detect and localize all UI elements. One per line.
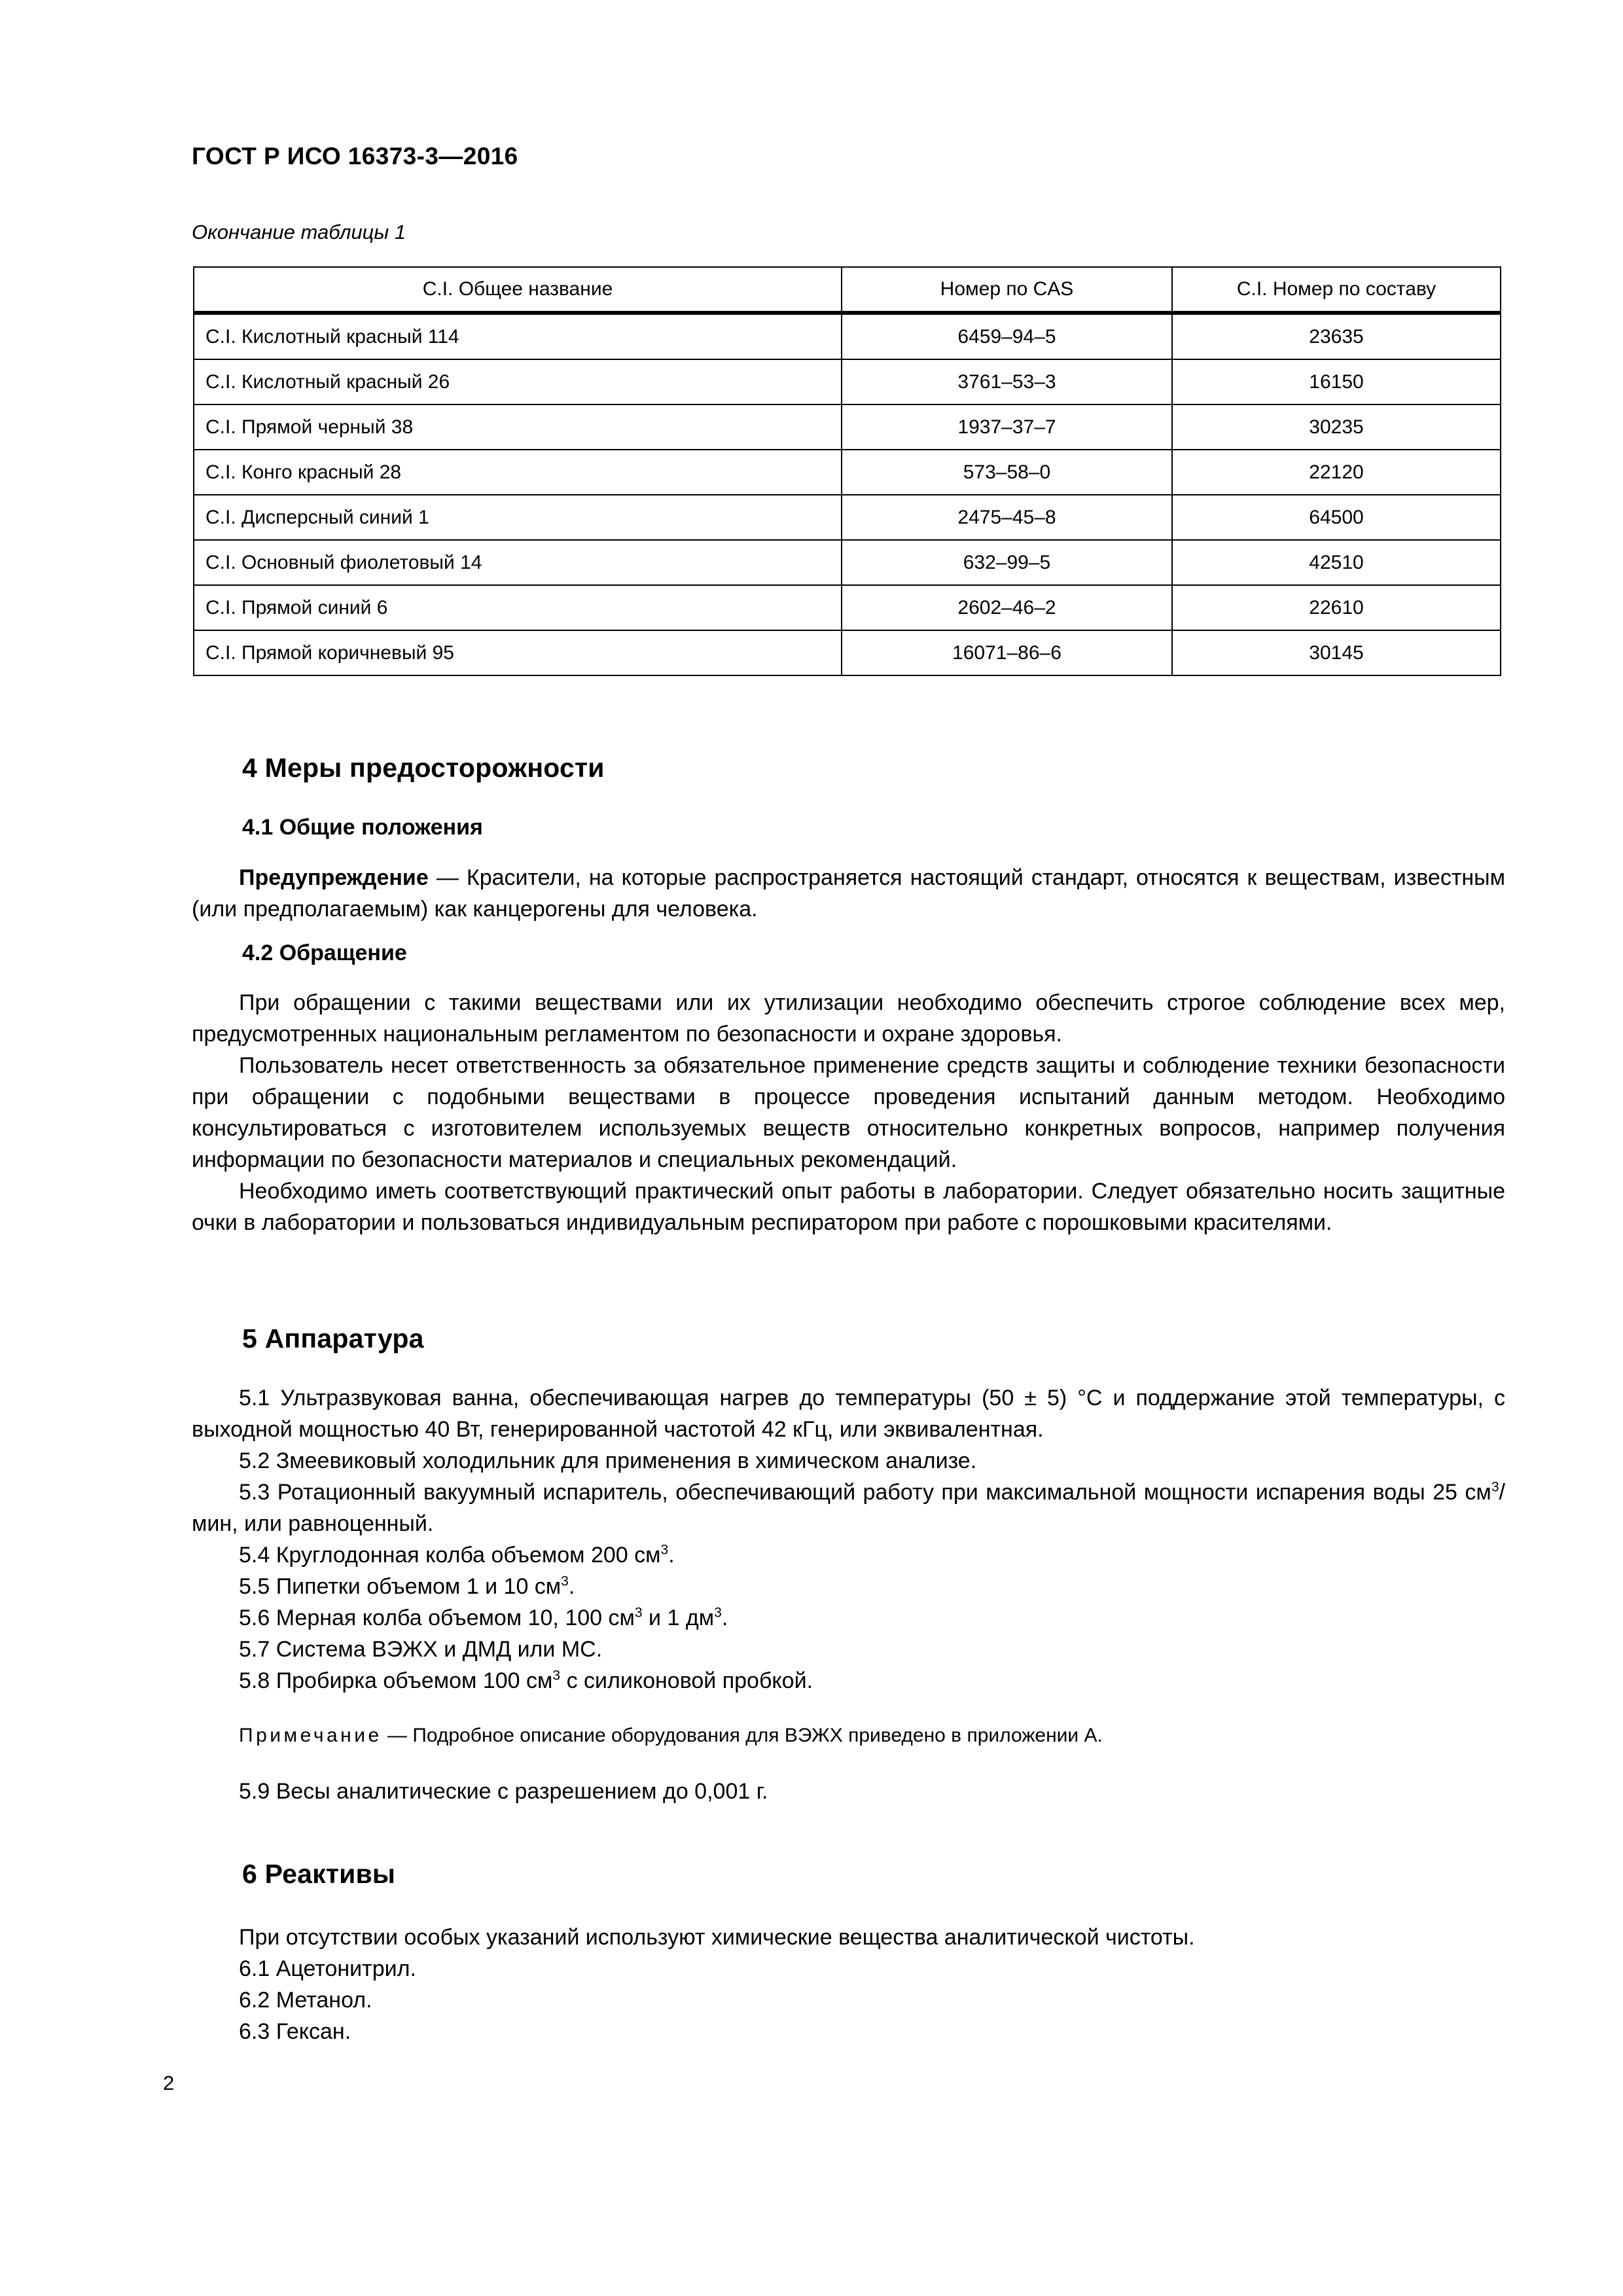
table-row xyxy=(194,540,1501,585)
item-5-2: 5.2 Змеевиковый холодильник для применения в химическом анализе. xyxy=(239,1448,977,1473)
item-5-6-mid: и 1 дм xyxy=(642,1605,715,1630)
warning-text: — Красители, на которые распространяется настоящий стандарт, относятся к веществам, известным (или предполагаемым) как канцерогены для человека. xyxy=(192,865,1505,922)
paragraph-4-2-2: Пользователь несет ответственность за обязательное применение средств защиты и соблюдение техники безопасности при обращении с подобными веществами в процессе проведения испытаний данным методом. Необходимо консультироваться с изготовителем используемых веществ относительно конкретных вопросов, например получения информации по безопасности материалов и специальных рекомендаций. xyxy=(192,1053,1505,1172)
dye-table-wrapper xyxy=(193,266,1500,676)
cell-name: C.I. Конго красный 28 xyxy=(194,450,842,495)
cell-name: C.I. Прямой черный 38 xyxy=(194,404,842,450)
item-5-3-part-b-pre: испарения воды 25 см xyxy=(1255,1480,1491,1505)
cell-ci: 42510 xyxy=(1172,540,1501,585)
table-row xyxy=(194,404,1501,450)
section-heading-5: 5 Аппаратура xyxy=(242,1323,424,1354)
superscript-cubic: 3 xyxy=(714,1605,722,1621)
cell-cas: 1937–37–7 xyxy=(842,404,1172,450)
paragraph-4-2-3: Необходимо иметь соответствующий практический опыт работы в лаборатории. Следует обязательно носить защитные очки в лаборатории и пользоваться индивидуальным респиратором при работе с порошковыми красителями. xyxy=(192,1179,1505,1235)
warning-label: Предупреждение xyxy=(239,865,429,890)
cell-ci: 30235 xyxy=(1172,404,1501,450)
table-row xyxy=(194,450,1501,495)
cell-name: C.I. Дисперсный синий 1 xyxy=(194,495,842,540)
warning-paragraph xyxy=(192,862,1505,925)
item-5-5-period: . xyxy=(568,1574,575,1599)
cell-cas: 6459–94–5 xyxy=(842,313,1172,359)
table-row xyxy=(194,359,1501,404)
table-row xyxy=(194,630,1501,675)
cell-cas: 3761–53–3 xyxy=(842,359,1172,404)
cell-ci: 30145 xyxy=(1172,630,1501,675)
cell-ci: 16150 xyxy=(1172,359,1501,404)
table-header-row xyxy=(194,267,1501,313)
cell-cas: 2475–45–8 xyxy=(842,495,1172,540)
cell-name: C.I. Прямой синий 6 xyxy=(194,585,842,630)
item-5-6 xyxy=(239,1602,728,1634)
table-body xyxy=(194,313,1501,675)
item-5-4-text: 5.4 Круглодонная колба объемом 200 см xyxy=(239,1543,661,1568)
item-5-1: 5.1 Ультразвуковая ванна, обеспечивающая нагрев до температуры (50 ± 5) °C и поддержание этой температуры, с выходной мощностью 40 Вт, генерированной частотой 42 кГц, или эквивалентная. xyxy=(192,1386,1505,1442)
superscript-cubic: 3 xyxy=(561,1573,569,1589)
cell-ci: 23635 xyxy=(1172,313,1501,359)
table-caption: Окончание таблицы 1 xyxy=(192,221,406,243)
superscript-cubic: 3 xyxy=(660,1542,669,1558)
item-5-8 xyxy=(239,1665,813,1696)
subsection-heading-4-2: 4.2 Обращение xyxy=(242,941,407,965)
table-row xyxy=(194,313,1501,359)
table-header xyxy=(194,267,1501,313)
item-5-3 xyxy=(192,1477,1505,1539)
cell-ci: 22120 xyxy=(1172,450,1501,495)
superscript-cubic: 3 xyxy=(552,1668,561,1683)
item-6-3: 6.3 Гексан. xyxy=(239,2019,351,2044)
dye-table xyxy=(193,266,1501,676)
item-5-7: 5.7 Система ВЭЖХ и ДМД или МС. xyxy=(239,1637,603,1662)
item-5-4-period: . xyxy=(668,1543,675,1568)
superscript-cubic: 3 xyxy=(1491,1479,1499,1495)
item-5-4 xyxy=(239,1539,675,1571)
table-row xyxy=(194,495,1501,540)
cell-name: C.I. Основный фиолетовый 14 xyxy=(194,540,842,585)
section-heading-4: 4 Меры предосторожности xyxy=(242,753,605,783)
item-5-3-part-a: 5.3 Ротационный вакуумный испаритель, обеспечивающий работу при максимальной мощности xyxy=(239,1480,1249,1505)
page-number: 2 xyxy=(163,2072,175,2094)
column-header-name: C.I. Общее название xyxy=(194,267,842,313)
cell-ci: 64500 xyxy=(1172,495,1501,540)
cell-cas: 632–99–5 xyxy=(842,540,1172,585)
cell-cas: 573–58–0 xyxy=(842,450,1172,495)
column-header-cas: Номер по CAS xyxy=(842,267,1172,313)
section-heading-6: 6 Реактивы xyxy=(242,1859,396,1889)
table-row xyxy=(194,585,1501,630)
item-5-8-rest: с силиконовой пробкой. xyxy=(560,1668,813,1693)
paragraph-4-2-1: При обращении с такими веществами или их утилизации необходимо обеспечить строгое соблюдение всех мер, предусмотренных национальным регламентом по безопасности и охране здоровья. xyxy=(192,990,1505,1047)
item-5-9: 5.9 Весы аналитические с разрешением до 0,001 г. xyxy=(239,1779,768,1804)
note-label: Примечание xyxy=(239,1725,382,1746)
note-text: — Подробное описание оборудования для ВЭЖХ приведено в приложении А. xyxy=(382,1725,1103,1746)
item-5-6-period: . xyxy=(721,1605,728,1630)
note-line xyxy=(239,1721,1103,1750)
superscript-cubic: 3 xyxy=(634,1605,643,1621)
item-5-8-text: 5.8 Пробирка объемом 100 см xyxy=(239,1668,553,1693)
item-6-2: 6.2 Метанол. xyxy=(239,1988,372,2013)
item-6-1: 6.1 Ацетонитрил. xyxy=(239,1956,416,1981)
cell-cas: 2602–46–2 xyxy=(842,585,1172,630)
section-6-intro: При отсутствии особых указаний используют химические вещества аналитической чистоты. xyxy=(239,1925,1195,1950)
cell-ci: 22610 xyxy=(1172,585,1501,630)
item-5-6-text: 5.6 Мерная колба объемом 10, 100 см xyxy=(239,1605,635,1630)
running-head: ГОСТ Р ИСО 16373-3—2016 xyxy=(192,143,518,170)
cell-cas: 16071–86–6 xyxy=(842,630,1172,675)
cell-name: C.I. Прямой коричневый 95 xyxy=(194,630,842,675)
item-5-5-text: 5.5 Пипетки объемом 1 и 10 см xyxy=(239,1574,562,1599)
item-5-3-part-b-post: /мин, или равноценный. xyxy=(192,1480,1505,1536)
subsection-heading-4-1: 4.1 Общие положения xyxy=(242,815,483,840)
column-header-ci: C.I. Номер по составу xyxy=(1172,267,1501,313)
cell-name: C.I. Кислотный красный 114 xyxy=(194,313,842,359)
cell-name: C.I. Кислотный красный 26 xyxy=(194,359,842,404)
item-5-5 xyxy=(239,1571,575,1602)
